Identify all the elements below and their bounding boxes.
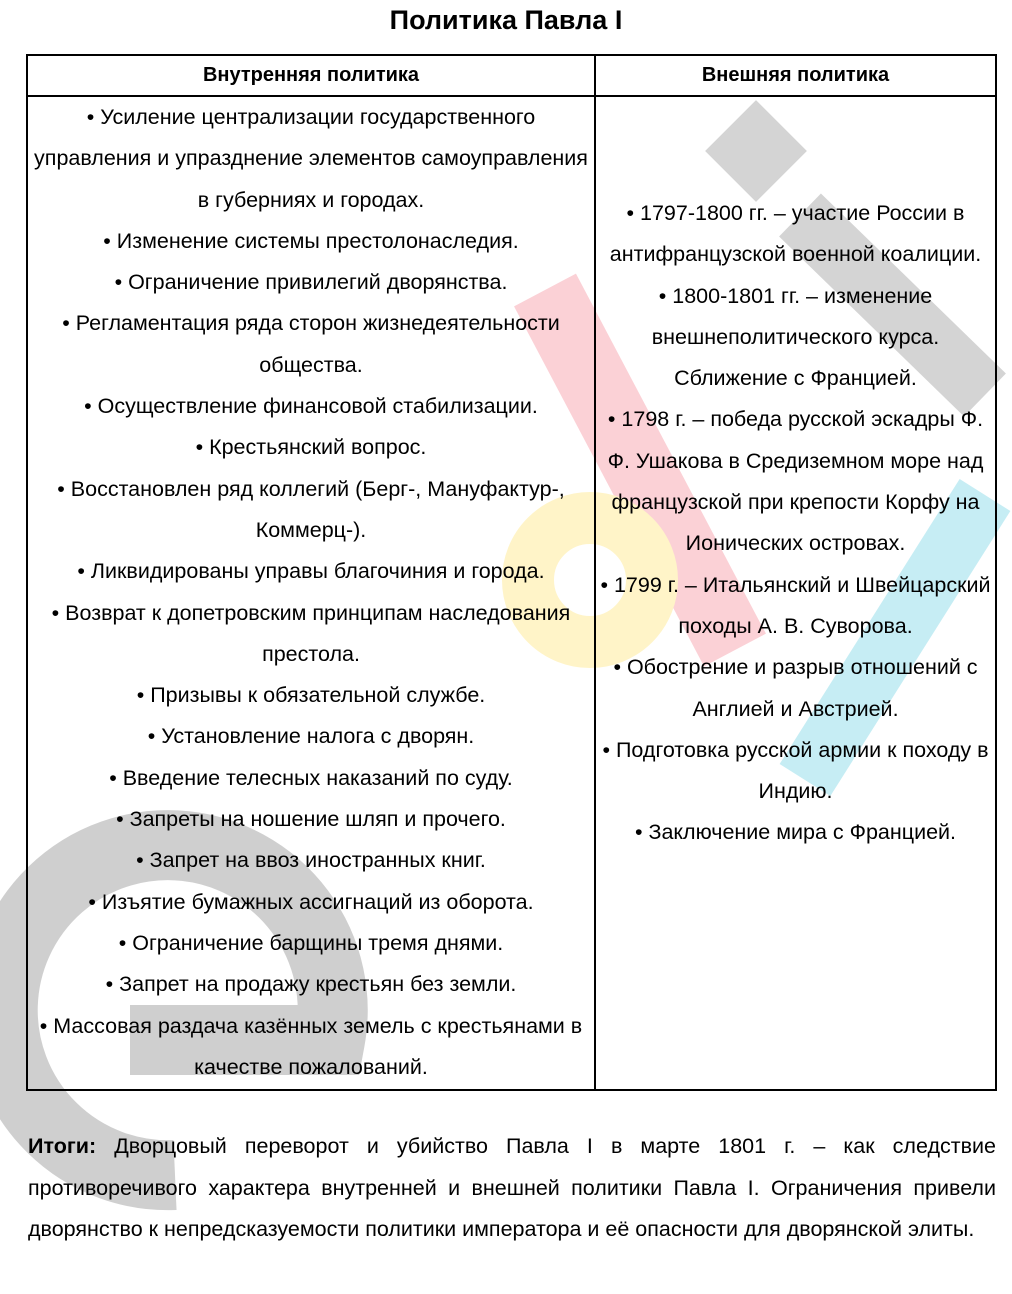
list-item: • 1797-1800 гг. – участие России в антифранцузской военной коалиции. (609, 201, 982, 267)
list-item: • Подготовка русской армии к походу в Индию. (602, 737, 989, 804)
list-item: • Запреты на ношение шляп и прочего. (116, 807, 506, 832)
list-item: • Ограничение барщины тремя днями. (118, 930, 504, 955)
summary-paragraph (28, 1126, 996, 1251)
list-item: • Запрет на ввоз иностранных книг. (136, 848, 486, 873)
list-item: • Ограничение привилегий дворянства. (114, 270, 508, 295)
list-item: • Осуществление финансовой стабилизации. (84, 394, 538, 419)
list-item: • Крестьянский вопрос. (195, 435, 427, 460)
list-item: • Обострение и разрыв отношений с Англией и Австрией. (613, 655, 978, 721)
list-item: • Призывы к обязательной службе. (136, 683, 486, 708)
list-item: • Установление налога с дворян. (147, 724, 475, 749)
external-policy-cell (595, 96, 996, 1090)
list-item: • Заключение мира с Францией. (634, 820, 957, 845)
list-item: • 1799 г. – Итальянский и Швейцарский походы А. В. Суворова. (600, 572, 991, 638)
header-internal-policy: Внутренняя политика (27, 55, 595, 96)
list-item: • Изъятие бумажных ассигнаций из оборота. (88, 889, 534, 914)
list-item: • 1798 г. – победа русской эскадры Ф. Ф. Ушакова в Средиземном море над французской при крепости Корфу на Ионических островах. (607, 407, 984, 556)
list-item: • Регламентация ряда сторон жизнедеятельности общества. (62, 311, 560, 377)
internal-policy-list (28, 97, 594, 1088)
list-item: • Массовая раздача казённых земель с крестьянами в качестве пожалований. (39, 1013, 583, 1079)
list-item: • Изменение системы престолонаследия. (103, 228, 519, 253)
list-item: • Усиление централизации государственного управления и упразднение элементов самоуправления в губерниях и городах. (34, 105, 588, 212)
list-item: • Введение телесных наказаний по суду. (109, 765, 513, 790)
list-item: • Запрет на продажу крестьян без земли. (105, 972, 517, 997)
summary-label: Итоги: (28, 1134, 97, 1158)
summary-text: Дворцовый переворот и убийство Павла I в марте 1801 г. – как следствие противоречивого характера внутренней и внешней политики Павла I. Ограничения привели дворянство к непредсказуемости политики императора и её опасности для дворянской элиты. (28, 1134, 996, 1241)
list-item: • Возврат к допетровским принципам наследования престола. (51, 600, 571, 666)
list-item: • Ликвидированы управы благочиния и города. (77, 559, 545, 584)
header-external-policy: Внешняя политика (595, 55, 996, 96)
list-item: • Восстановлен ряд коллегий (Берг-, Мануфактур-, Коммерц-). (57, 476, 565, 542)
external-policy-list (596, 97, 995, 854)
policy-table (26, 54, 997, 1091)
internal-policy-cell (27, 96, 595, 1090)
list-item: • 1800-1801 гг. – изменение внешнеполитического курса. Сближение с Францией. (651, 283, 940, 391)
page-title: Политика Павла I (389, 5, 623, 35)
